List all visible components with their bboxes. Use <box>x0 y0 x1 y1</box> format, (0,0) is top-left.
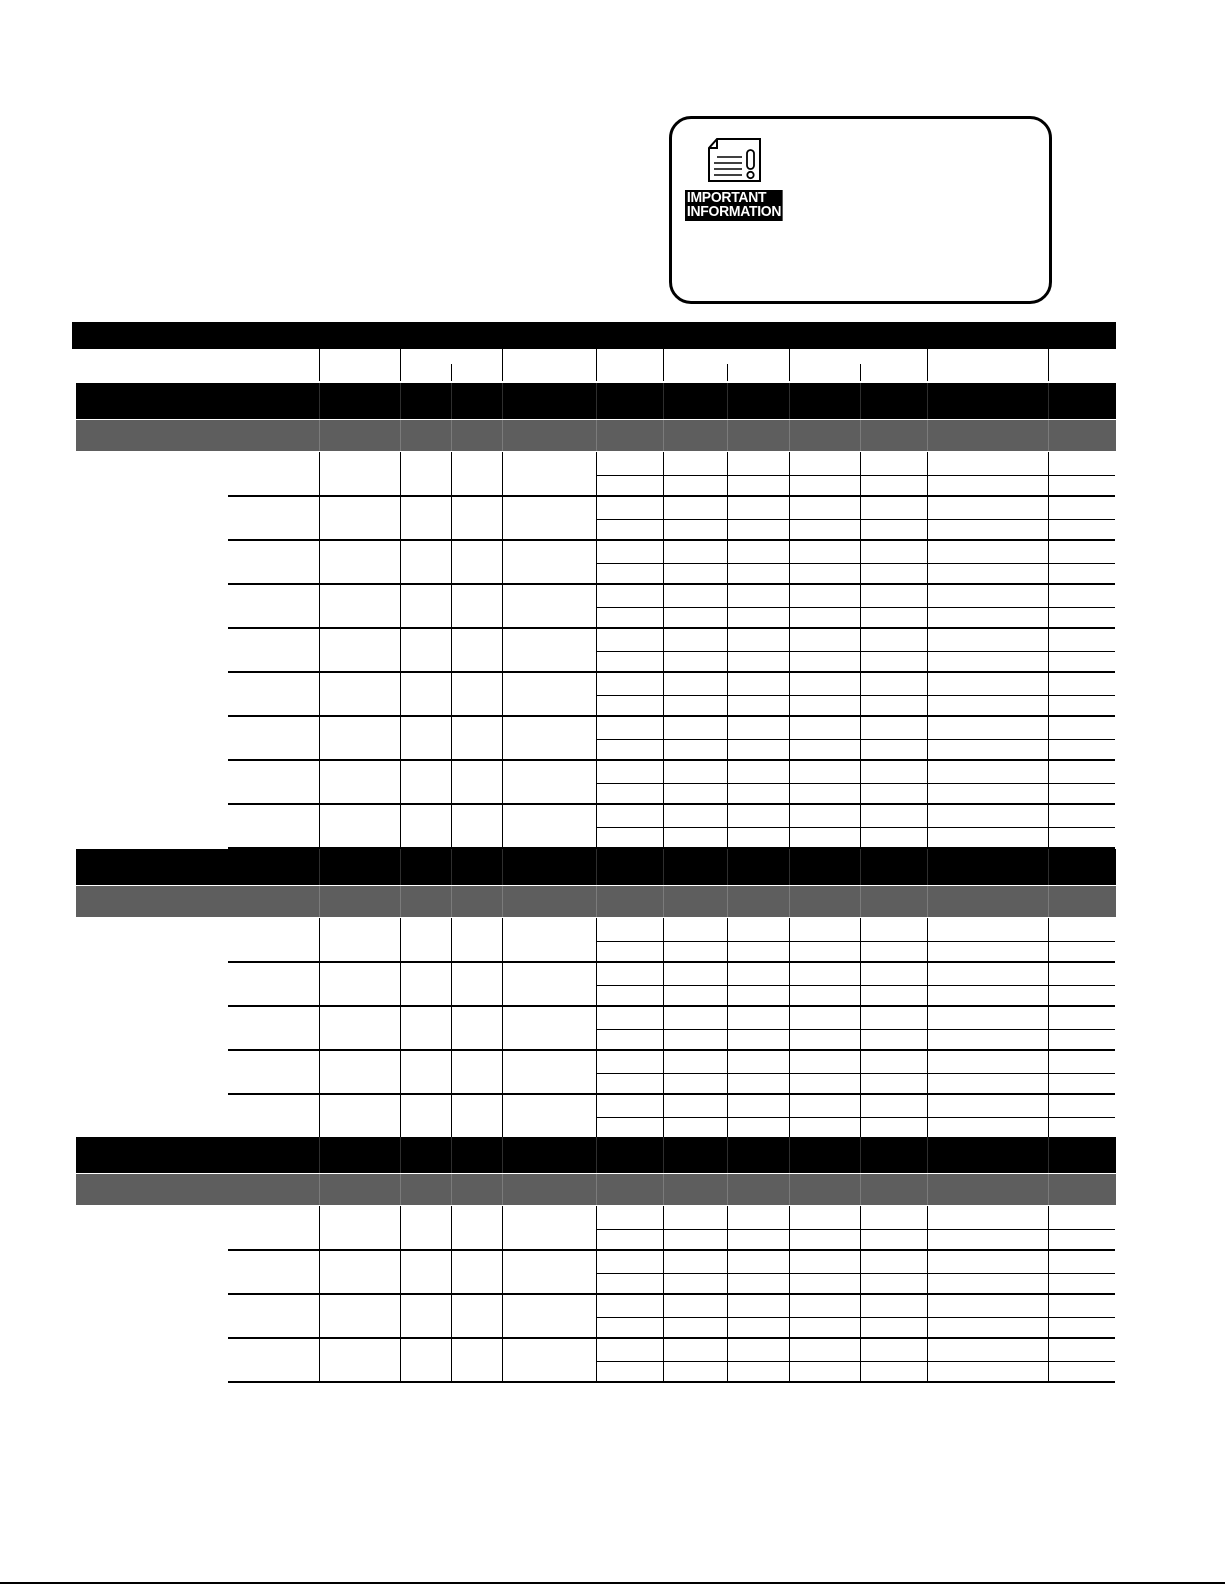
section-bar-divider <box>927 849 928 917</box>
header-subcolumn-divider <box>727 364 728 381</box>
section-bar-divider <box>860 849 861 917</box>
section-bar-divider <box>319 849 320 917</box>
page-bottom-rule <box>0 1582 1225 1584</box>
section-bar-divider <box>596 849 597 917</box>
row-half-divider <box>596 1117 1115 1118</box>
row-half-divider <box>596 1073 1115 1074</box>
header-column-divider <box>400 349 401 381</box>
row-group-divider <box>228 495 1115 497</box>
row-group-divider <box>228 539 1115 541</box>
section-bar-divider <box>663 849 664 917</box>
row-group-divider <box>228 759 1115 761</box>
section-bar-divider <box>451 849 452 917</box>
column-divider <box>502 918 503 1138</box>
row-group-divider <box>228 671 1115 673</box>
row-half-divider <box>596 739 1115 740</box>
column-divider <box>789 918 790 1138</box>
column-divider <box>451 918 452 1138</box>
header-subcolumn-divider <box>451 364 452 381</box>
column-divider <box>860 452 861 848</box>
row-half-divider <box>596 783 1115 784</box>
header-column-divider <box>789 349 790 381</box>
row-group-divider <box>228 715 1115 717</box>
header-column-divider <box>319 349 320 381</box>
column-divider <box>727 452 728 848</box>
row-group-divider <box>228 961 1115 963</box>
section-bar-divider <box>663 383 664 451</box>
row-half-divider <box>596 1317 1115 1318</box>
column-divider <box>1048 452 1049 848</box>
section-bar-divider <box>727 1137 728 1205</box>
header-column-divider <box>502 349 503 381</box>
section-bar-divider <box>789 1137 790 1205</box>
row-half-divider <box>596 827 1115 828</box>
section-bar-divider <box>502 1137 503 1205</box>
section-bar-divider <box>727 383 728 451</box>
header-column-divider <box>596 349 597 381</box>
row-group-divider <box>228 1049 1115 1051</box>
section-bar-divider <box>596 1137 597 1205</box>
column-divider <box>319 918 320 1138</box>
section-bar-divider <box>789 383 790 451</box>
section-bar-divider <box>319 383 320 451</box>
row-group-divider <box>228 1005 1115 1007</box>
column-divider <box>400 452 401 848</box>
column-divider <box>663 452 664 848</box>
row-half-divider <box>596 985 1115 986</box>
row-group-divider <box>228 803 1115 805</box>
column-divider <box>596 452 597 848</box>
section-bar-divider <box>727 849 728 917</box>
header-subcolumn-divider <box>860 364 861 381</box>
row-half-divider <box>596 563 1115 564</box>
column-divider <box>1048 918 1049 1138</box>
row-half-divider <box>596 651 1115 652</box>
row-half-divider <box>596 519 1115 520</box>
important-label-line-1: IMPORTANT <box>686 189 767 206</box>
row-half-divider <box>596 475 1115 476</box>
row-group-divider <box>228 583 1115 585</box>
column-divider <box>596 918 597 1138</box>
section-bar-divider <box>1048 849 1049 917</box>
row-half-divider <box>596 941 1115 942</box>
section-bar-divider <box>400 1137 401 1205</box>
row-half-divider <box>596 607 1115 608</box>
section-bar-divider <box>400 849 401 917</box>
section-bar-divider <box>502 383 503 451</box>
header-column-divider <box>1048 349 1049 381</box>
column-divider <box>319 452 320 848</box>
column-divider <box>927 452 928 848</box>
section-bar-divider <box>596 383 597 451</box>
row-group-divider <box>228 1337 1115 1339</box>
important-information-label <box>685 190 783 221</box>
column-divider <box>502 452 503 848</box>
header-column-divider <box>927 349 928 381</box>
column-divider <box>860 918 861 1138</box>
row-half-divider <box>596 1229 1115 1230</box>
important-information-box <box>669 116 1052 304</box>
row-half-divider <box>596 1361 1115 1362</box>
row-group-divider <box>228 1093 1115 1095</box>
section-bar-divider <box>663 1137 664 1205</box>
section-bar-divider <box>789 849 790 917</box>
table-header-bar <box>72 322 1116 349</box>
section-bar-divider <box>319 1137 320 1205</box>
section-bar-divider <box>860 383 861 451</box>
column-divider <box>927 918 928 1138</box>
row-half-divider <box>596 695 1115 696</box>
section-bar-divider <box>400 383 401 451</box>
column-divider <box>789 452 790 848</box>
document-warning-icon <box>706 137 766 185</box>
column-divider <box>727 918 728 1138</box>
section-bar-divider <box>860 1137 861 1205</box>
row-group-divider <box>228 1249 1115 1251</box>
section-bar-divider <box>451 1137 452 1205</box>
section-bottom-rule <box>228 1381 1115 1383</box>
column-divider <box>663 918 664 1138</box>
row-half-divider <box>596 1273 1115 1274</box>
section-bar-divider <box>502 849 503 917</box>
column-divider <box>400 918 401 1138</box>
important-label-line-2: INFORMATION <box>686 203 782 220</box>
column-divider <box>451 452 452 848</box>
section-bar-divider <box>927 383 928 451</box>
section-bar-divider <box>927 1137 928 1205</box>
header-column-divider <box>663 349 664 381</box>
row-group-divider <box>228 627 1115 629</box>
section-bar-divider <box>1048 383 1049 451</box>
row-group-divider <box>228 1293 1115 1295</box>
section-bar-divider <box>451 383 452 451</box>
section-bar-divider <box>1048 1137 1049 1205</box>
row-half-divider <box>596 1029 1115 1030</box>
